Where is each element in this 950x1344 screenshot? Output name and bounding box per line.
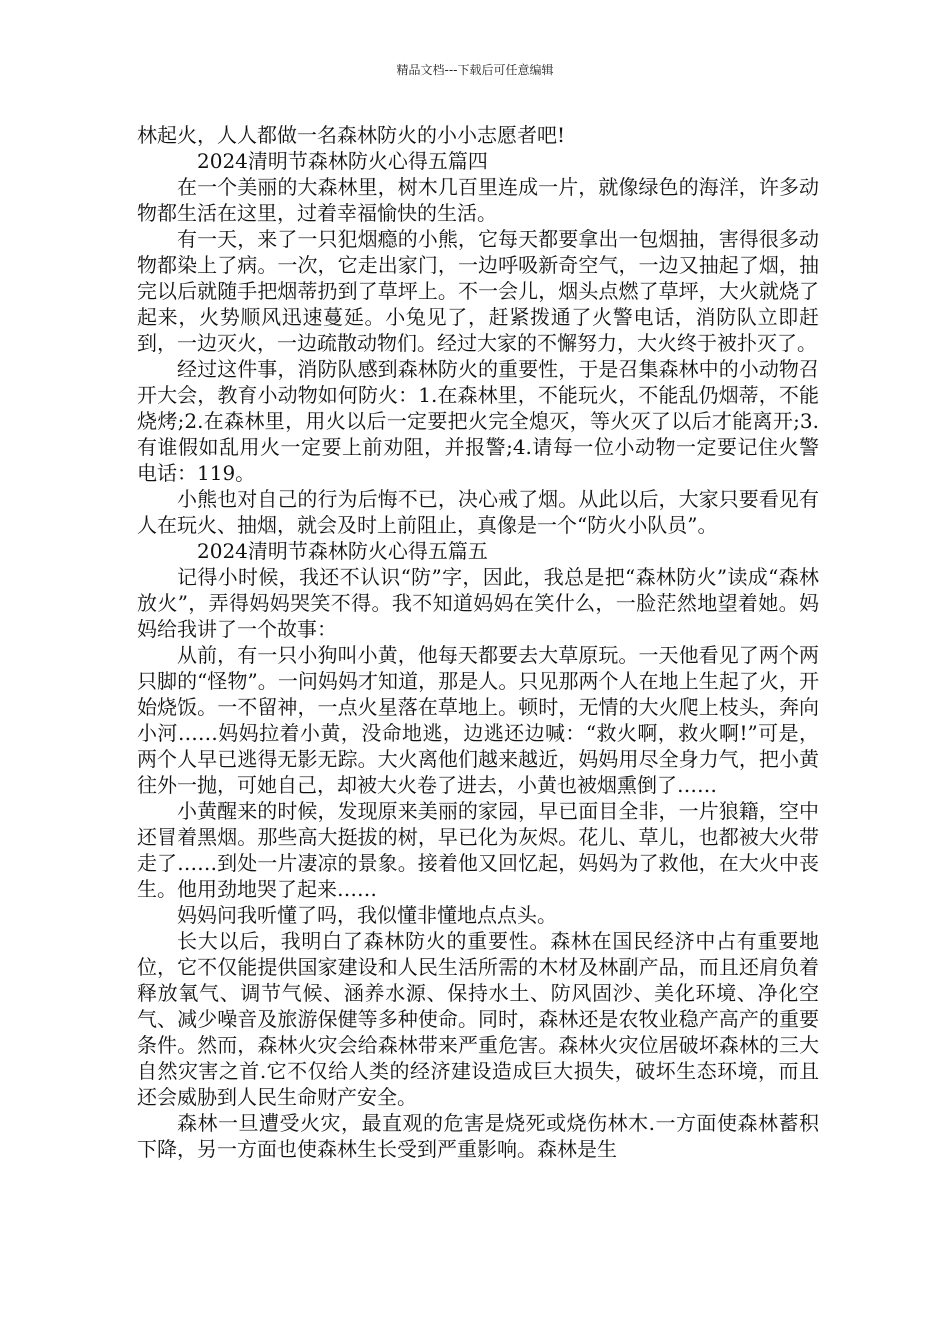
paragraph: 小黄醒来的时候，发现原来美丽的家园，早已面目全非，一片狼籍，空中还冒着黑烟。那些高大挺拔的树，早已化为灰烬。花儿、草儿，也都被大火带走了……到处一片凄凉的景象。接着他又回忆起，妈妈为了救他，在大火中丧生。他用劲地哭了起来…… — [137, 799, 819, 901]
document-body — [137, 122, 819, 1162]
paragraph: 经过这件事，消防队感到森林防火的重要性，于是召集森林中的小动物召开大会，教育小动物如何防火：1.在森林里，不能玩火，不能乱仍烟蒂，不能烧烤;2.在森林里，用火以后一定要把火完全熄灭，等火灭了以后才能离开;3.有谁假如乱用火一定要上前劝阻，并报警;4.请每一位小动物一定要记住火警电话：119。 — [137, 357, 819, 485]
paragraph-continuation: 林起火，人人都做一名森林防火的小小志愿者吧! — [137, 123, 566, 147]
paragraph: 森林一旦遭受火灾，最直观的危害是烧死或烧伤林木.一方面使森林蓄积下降，另一方面也使森林生长受到严重影响。森林是生 — [137, 1111, 819, 1161]
paragraph: 在一个美丽的大森林里，树木几百里连成一片，就像绿色的海洋，许多动物都生活在这里，过着幸福愉快的生活。 — [137, 175, 819, 225]
page-header: 精品文档---下载后可任意编辑 — [396, 63, 554, 77]
paragraph: 小熊也对自己的行为后悔不已，决心戒了烟。从此以后，大家只要看见有人在玩火、抽烟，就会及时上前阻止，真像是一个“防火小队员”。 — [137, 487, 819, 537]
paragraph: 长大以后，我明白了森林防火的重要性。森林在国民经济中占有重要地位，它不仅能提供国家建设和人民生活所需的木材及林副产品，而且还肩负着释放氧气、调节气候、涵养水源、保持水土、防风固沙、美化环境、净化空气、减少噪音及旅游保健等多种使命。同时，森林还是农牧业稳产高产的重要条件。然而，森林火灾会给森林带来严重危害。森林火灾位居破坏森林的三大自然灾害之首.它不仅给人类的经济建设造成巨大损失，破坏生态环境，而且还会威胁到人民生命财产安全。 — [137, 929, 819, 1109]
paragraph: 从前，有一只小狗叫小黄，他每天都要去大草原玩。一天他看见了两个两只脚的“怪物”。一问妈妈才知道，那是人。只见那两个人在地上生起了火，开始烧饭。一不留神，一点火星落在草地上。顿时，无情的大火爬上枝头，奔向小河……妈妈拉着小黄，没命地逃，边逃还边喊：“救火啊，救火啊!”可是，两个人早已逃得无影无踪。大火离他们越来越近，妈妈用尽全身力气，把小黄往外一抛，可她自己，却被大火卷了进去，小黄也被烟熏倒了…… — [137, 643, 819, 797]
section-heading-4: 2024清明节森林防火心得五篇四 — [197, 149, 488, 173]
section-heading-5: 2024清明节森林防火心得五篇五 — [197, 539, 488, 563]
paragraph: 有一天，来了一只犯烟瘾的小熊，它每天都要拿出一包烟抽，害得很多动物都染上了病。一次，它走出家门，一边呼吸新奇空气，一边又抽起了烟，抽完以后就随手把烟蒂扔到了草坪上。不一会儿，烟头点燃了草坪，大火就烧了起来，火势顺风迅速蔓延。小兔见了，赶紧拨通了火警电话，消防队立即赶到，一边灭火，一边疏散动物们。经过大家的不懈努力，大火终于被扑灭了。 — [137, 227, 819, 355]
paragraph: 记得小时候，我还不认识“防”字，因此，我总是把“森林防火”读成“森林放火”，弄得妈妈哭笑不得。我不知道妈妈在笑什么，一脸茫然地望着她。妈妈给我讲了一个故事： — [137, 565, 819, 641]
paragraph: 妈妈问我听懂了吗，我似懂非懂地点点头。 — [177, 903, 557, 927]
